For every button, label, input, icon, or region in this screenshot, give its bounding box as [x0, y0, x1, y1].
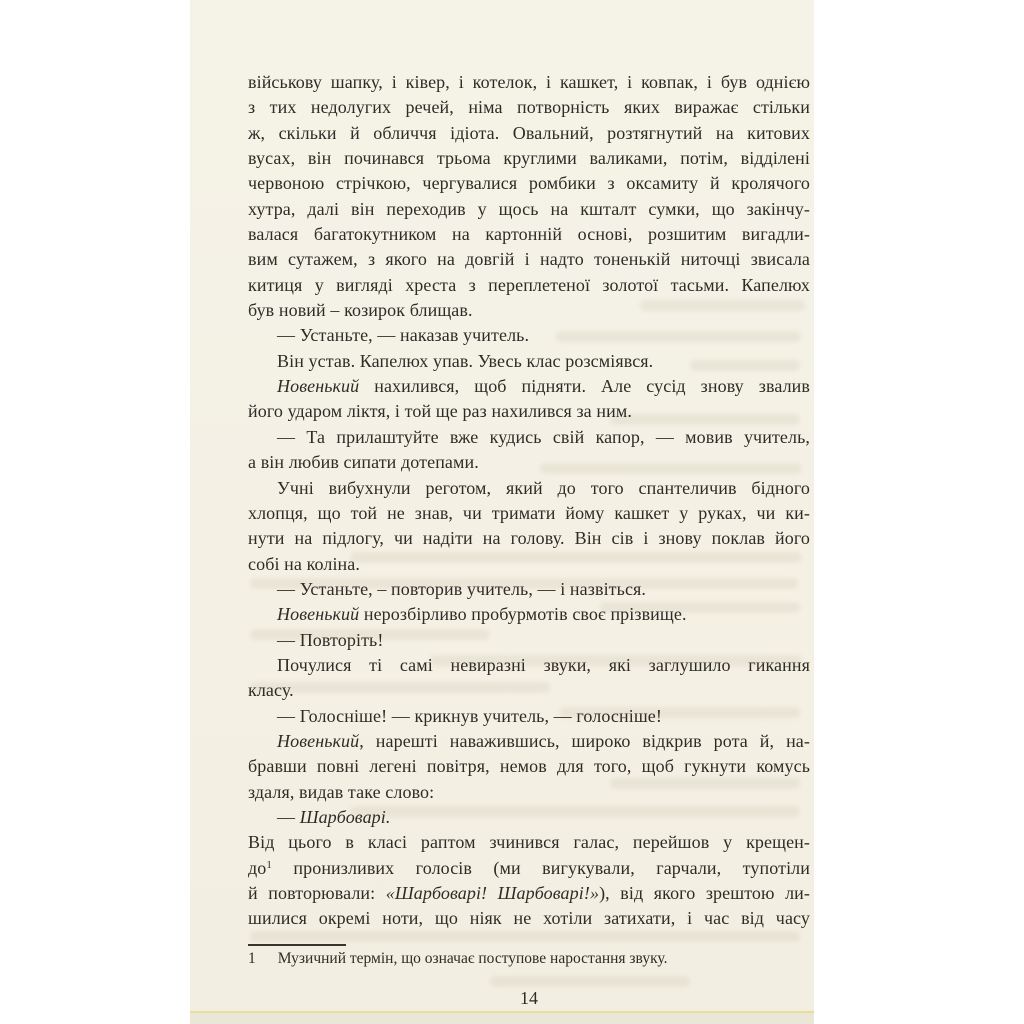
text-line: бравши повні легені повітря, немов для того, щоб гукнути комусь: [248, 756, 810, 777]
text-line: шилися окремі ноти, що ніяк не хотіли затихати, і час від часу: [248, 908, 810, 929]
text-line: ж, скільки й обличчя ідіота. Овальний, розтягнутий на китових: [248, 122, 810, 143]
text-line: й повторювали: «Шарбоварі! Шарбоварі!»), від якого зрештою ли-: [248, 883, 811, 903]
text-line: Новенький нахилився, щоб підняти. Але сусід знову звалив: [277, 376, 810, 397]
text-line: — Устаньте, – повторив учитель, — і назвіться.: [277, 578, 647, 599]
text-line: китиця у вигляді хреста з переплетеної золотої тасьми. Капелюх: [248, 274, 810, 295]
text-block: [248, 70, 810, 932]
page-bottom-edge-strip: [190, 1013, 814, 1024]
text-line: — Шарбоварі.: [277, 806, 391, 827]
footnote-reference: 1: [266, 858, 272, 871]
text-line: вусах, він починався трьома круглими валиками, потім, відділені: [248, 148, 810, 169]
text-line: хутра, далі він переходив у щось на кшталт сумки, що закінчу-: [248, 198, 810, 219]
text-line: а він любив сипати дотепами.: [248, 452, 479, 473]
text-line: Учні вибухнули реготом, який до того спантеличив бідного: [277, 477, 810, 498]
footnote: [248, 950, 810, 968]
text-line: хлопця, що той не знав, чи тримати йому кашкет у руках, чи ки-: [248, 502, 810, 523]
text-line: Новенький нерозбірливо пробурмотів своє прізвище.: [277, 604, 687, 625]
text-line: — Повторіть!: [277, 629, 384, 650]
footnote-marker: 1: [248, 950, 256, 967]
footnote-text: Музичний термін, що означає поступове наростання звуку.: [277, 950, 668, 967]
text-line: військову шапку, і ківер, і котелок, і кашкет, і ковпак, і був однією: [248, 72, 810, 92]
text-line: валася багатокутником на картонній основі, розшитим вигадли-: [248, 224, 810, 245]
text-line: вим сутажем, з якого на довгій і надто тоненькій ниточці звисала: [248, 249, 810, 270]
page-surface: [190, 0, 814, 1024]
text-line: нути на підлогу, чи надіти на голову. Він сів і знову поклав його: [248, 528, 810, 549]
text-line: класу.: [248, 680, 294, 701]
text-line: Новенький, нарешті наважившись, широко відкрив рота й, на-: [277, 730, 810, 751]
text-line: Від цього в класі раптом зчинився галас, перейшов у крещен-: [248, 832, 810, 853]
text-line: з тих недолугих речей, німа потворність яких виражає стільки: [248, 97, 810, 118]
text-line: $до^1$ пронизливих голосів (ми вигукували, гарчали, тупотіли: [248, 857, 810, 878]
text-line: Він устав. Капелюх упав. Увесь клас розсміявся.: [277, 350, 654, 371]
text-line: — Голосніше! — крикнув учитель, — голосніше!: [277, 705, 662, 726]
text-line: собі на коліна.: [248, 553, 360, 574]
text-line: Почулися ті самі невиразні звуки, які заглушило гикання: [277, 654, 810, 675]
footnote-rule: [248, 944, 346, 946]
text-line: — Та прилаштуйте вже кудись свій капор, — мовив учитель,: [277, 426, 810, 447]
text-line: був новий – козирок блищав.: [248, 300, 473, 321]
text-line: здаля, видав таке слово:: [248, 781, 435, 802]
text-line: червоною стрічкою, чергувалися ромбики з оксамиту й кролячого: [248, 173, 810, 194]
page-number: 14: [520, 988, 538, 1008]
text-line: його ударом ліктя, і той ще раз нахилився за ним.: [248, 401, 632, 422]
text-line: — Устаньте, — наказав учитель.: [277, 325, 530, 346]
